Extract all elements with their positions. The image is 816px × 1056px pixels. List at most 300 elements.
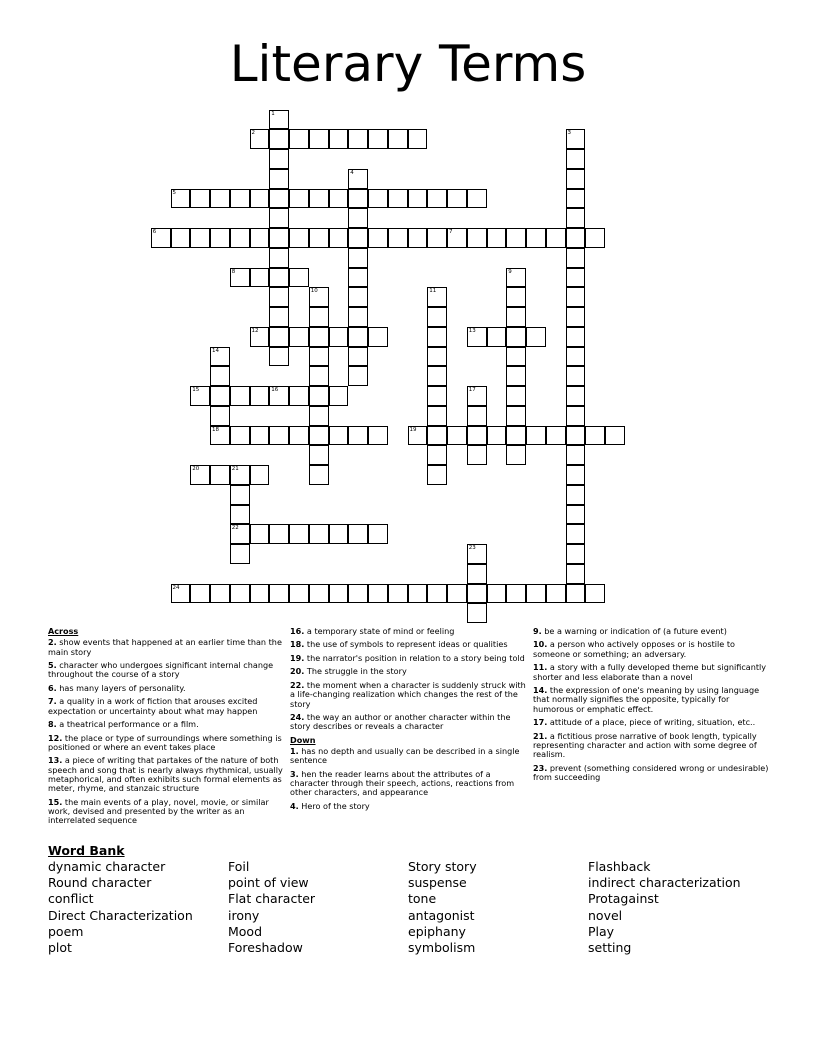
clue (48, 798, 284, 826)
grid-cell[interactable] (190, 465, 210, 485)
word-bank-item: Round character (48, 875, 152, 891)
grid-cell[interactable] (289, 426, 309, 446)
grid-cell[interactable] (447, 584, 467, 604)
clue-text: the place or type of surroundings where something is positioned or where an event takes place (48, 732, 282, 752)
grid-cell[interactable] (566, 307, 586, 327)
grid-cell[interactable] (487, 584, 507, 604)
grid-cell[interactable] (566, 505, 586, 525)
grid-cell[interactable] (190, 228, 210, 248)
grid-cell[interactable] (269, 149, 289, 169)
grid-cell[interactable] (506, 307, 526, 327)
clue-text: be a warning or indication of (a future event) (541, 626, 727, 636)
grid-cell[interactable] (348, 169, 368, 189)
grid-cell[interactable] (348, 287, 368, 307)
clue-number-label: 20. (290, 666, 305, 677)
grid-cell[interactable] (506, 366, 526, 386)
word-bank (48, 843, 778, 956)
grid-cell[interactable] (269, 584, 289, 604)
grid-cell[interactable] (566, 564, 586, 584)
clue-text: the main events of a play, novel, movie, or similar work, devised and presented by the writer as an interrelated sequence (48, 796, 269, 826)
across-clue-list (48, 638, 284, 825)
grid-cell[interactable] (348, 584, 368, 604)
grid-cell[interactable] (467, 228, 487, 248)
grid-cell[interactable] (388, 584, 408, 604)
grid-cell[interactable] (506, 406, 526, 426)
grid-cell[interactable] (467, 406, 487, 426)
clue-number: 1 (271, 110, 275, 117)
word-bank-item: Play (588, 923, 615, 939)
clue (48, 684, 284, 693)
word-bank-item: indirect characterization (588, 875, 741, 891)
grid-cell[interactable] (230, 524, 250, 544)
grid-cell[interactable] (329, 228, 349, 248)
grid-cell[interactable] (368, 426, 388, 446)
word-bank-item: point of view (228, 875, 309, 891)
grid-cell[interactable] (269, 208, 289, 228)
grid-cell[interactable] (467, 445, 487, 465)
clue-number: 20 (192, 466, 200, 472)
grid-cell[interactable] (566, 268, 586, 288)
grid-cell[interactable] (585, 228, 605, 248)
clue (533, 718, 769, 727)
across-clue-list-continued (290, 627, 528, 732)
grid-cell[interactable] (566, 327, 586, 347)
clue (533, 627, 769, 636)
grid-cell[interactable] (408, 189, 428, 209)
grid-cell[interactable] (427, 584, 447, 604)
grid-cell[interactable] (368, 228, 388, 248)
clue-text: a temporary state of mind or feeling (304, 626, 455, 636)
grid-cell[interactable] (250, 129, 270, 149)
grid-cell[interactable] (566, 189, 586, 209)
grid-cell[interactable] (269, 248, 289, 268)
clue-text: the use of symbols to represent ideas or qualities (304, 639, 508, 650)
word-bank-item: Flat character (228, 891, 316, 907)
grid-cell[interactable] (348, 189, 368, 209)
grid-cell[interactable] (269, 287, 289, 307)
word-bank-item: setting (588, 939, 632, 955)
grid-cell[interactable] (566, 208, 586, 228)
grid-cell[interactable] (526, 426, 546, 446)
grid-cell[interactable] (427, 228, 447, 248)
grid-cell[interactable] (269, 524, 289, 544)
clue-number: 18 (212, 426, 219, 433)
grid-cell[interactable] (250, 426, 270, 446)
clue-text: the way an author or another character within the story describes or reveals a character (290, 712, 511, 732)
clue-text: a piece of writing that partakes of the nature of both speech and song that is nearly always rhythmical, usually metaphorical, and often exhibits such formal elements as meter, rhyme, and stanzaic structure (48, 755, 283, 794)
grid-cell[interactable] (467, 386, 487, 406)
clue-number: 9 (508, 268, 512, 275)
grid-cell[interactable] (348, 524, 368, 544)
grid-cell[interactable] (506, 327, 526, 347)
grid-cell[interactable] (309, 228, 329, 248)
grid-cell[interactable] (309, 445, 329, 465)
grid-cell[interactable] (230, 386, 250, 406)
grid-cell[interactable] (566, 169, 586, 189)
grid-cell[interactable] (269, 228, 289, 248)
grid-cell[interactable] (585, 426, 605, 446)
grid-cell[interactable] (309, 189, 329, 209)
clues-column-3 (533, 627, 769, 786)
grid-cell[interactable] (329, 129, 349, 149)
grid-cell[interactable] (171, 584, 191, 604)
clue-number: 21 (231, 466, 239, 472)
clue (48, 734, 284, 753)
clue-number-label: 5. (48, 660, 57, 671)
grid-cell[interactable] (447, 426, 467, 446)
grid-cell[interactable] (546, 228, 566, 248)
grid-cell[interactable] (487, 327, 507, 347)
grid-cell[interactable] (566, 129, 586, 149)
clue-number: 10 (310, 288, 318, 295)
clue (533, 686, 769, 714)
grid-cell[interactable] (408, 426, 428, 446)
grid-cell[interactable] (447, 189, 467, 209)
grid-cell[interactable] (210, 189, 230, 209)
clue-number: 16 (271, 387, 279, 393)
grid-cell[interactable] (566, 149, 586, 169)
clue-number: 23 (468, 545, 476, 551)
grid-cell[interactable] (427, 465, 447, 485)
clue-text: hen the reader learns about the attributes of a character through their speech, actions, reactions from other characters, and appearance (290, 768, 515, 798)
clue-text: Hero of the story (298, 800, 370, 811)
grid-cell[interactable] (230, 505, 250, 525)
clue-text: show events that happened at an earlier time than the main story (48, 637, 282, 657)
grid-cell[interactable] (230, 189, 250, 209)
grid-cell[interactable] (566, 544, 586, 564)
clue (533, 764, 769, 783)
grid-cell[interactable] (506, 287, 526, 307)
clue-number: 12 (251, 327, 259, 334)
word-bank-item: Story story (408, 859, 477, 874)
grid-cell[interactable] (171, 189, 191, 209)
grid-cell[interactable] (348, 208, 368, 228)
grid-cell[interactable] (408, 228, 428, 248)
clue-text: the expression of one's meaning by using language that normally signifies the opposite, typically for humorous or emphatic effect. (533, 685, 760, 714)
word-bank-item: tone (408, 891, 437, 907)
grid-cell[interactable] (309, 287, 329, 307)
clue-number-label: 13. (48, 755, 63, 766)
clue-text: The struggle in the story (304, 666, 407, 677)
clue-number: 22 (231, 525, 239, 532)
grid-cell[interactable] (566, 445, 586, 465)
grid-cell[interactable] (289, 268, 309, 288)
grid-cell[interactable] (427, 406, 447, 426)
grid-cell[interactable] (566, 386, 586, 406)
clue-text: a fictitious prose narrative of book length, typically representing character and action with some degree of realism. (533, 730, 757, 760)
word-bank-item: Mood (228, 923, 263, 939)
clue (48, 638, 284, 657)
grid-cell[interactable] (230, 584, 250, 604)
clue-number-label: 12. (48, 732, 63, 743)
grid-cell[interactable] (467, 603, 487, 623)
grid-cell[interactable] (269, 169, 289, 189)
clue-number-label: 21. (533, 730, 548, 741)
grid-cell[interactable] (171, 228, 191, 248)
word-bank-item: Foil (228, 859, 250, 874)
grid-cell[interactable] (269, 307, 289, 327)
grid-cell[interactable] (269, 110, 289, 130)
grid-cell[interactable] (210, 406, 230, 426)
grid-cell[interactable] (408, 129, 428, 149)
grid-cell[interactable] (210, 366, 230, 386)
grid-cell[interactable] (368, 189, 388, 209)
clue-number-label: 7. (48, 696, 57, 707)
grid-cell[interactable] (210, 426, 230, 446)
grid-cell[interactable] (546, 426, 566, 446)
clue-number-label: 14. (533, 685, 548, 696)
grid-cell[interactable] (348, 347, 368, 367)
grid-cell[interactable] (506, 347, 526, 367)
clue-number: 19 (409, 426, 417, 433)
clue-text: prevent (something considered wrong or undesirable) from succeeding (533, 762, 769, 782)
grid-cell[interactable] (566, 465, 586, 485)
word-bank-list (48, 859, 778, 956)
grid-cell[interactable] (309, 386, 329, 406)
grid-cell[interactable] (348, 307, 368, 327)
grid-cell[interactable] (368, 584, 388, 604)
grid-cell[interactable] (250, 268, 270, 288)
grid-cell[interactable] (526, 228, 546, 248)
grid-cell[interactable] (467, 327, 487, 347)
clue (48, 720, 284, 729)
grid-cell[interactable] (210, 386, 230, 406)
clue-number: 24 (172, 584, 180, 591)
grid-cell[interactable] (210, 228, 230, 248)
grid-cell[interactable] (289, 228, 309, 248)
grid-cell[interactable] (427, 426, 447, 446)
clue-number: 2 (251, 130, 255, 137)
grid-cell[interactable] (210, 465, 230, 485)
grid-cell[interactable] (309, 307, 329, 327)
grid-cell[interactable] (329, 327, 349, 347)
grid-cell[interactable] (190, 584, 210, 604)
grid-cell[interactable] (447, 228, 467, 248)
clue-number-label: 3. (290, 768, 299, 779)
grid-cell[interactable] (190, 386, 210, 406)
grid-cell[interactable] (289, 584, 309, 604)
grid-cell[interactable] (506, 228, 526, 248)
grid-cell[interactable] (230, 426, 250, 446)
grid-cell[interactable] (348, 327, 368, 347)
clue (533, 732, 769, 760)
grid-cell[interactable] (605, 426, 625, 446)
grid-cell[interactable] (566, 287, 586, 307)
grid-cell[interactable] (427, 386, 447, 406)
grid-cell[interactable] (348, 268, 368, 288)
clue-number-label: 24. (290, 712, 305, 723)
grid-cell[interactable] (526, 327, 546, 347)
grid-cell[interactable] (348, 248, 368, 268)
grid-cell[interactable] (269, 327, 289, 347)
grid-cell[interactable] (309, 584, 329, 604)
grid-cell[interactable] (368, 327, 388, 347)
grid-cell[interactable] (309, 406, 329, 426)
grid-cell[interactable] (427, 307, 447, 327)
clue-number: 13 (468, 327, 476, 334)
grid-cell[interactable] (467, 189, 487, 209)
grid-cell[interactable] (289, 189, 309, 209)
grid-cell[interactable] (566, 524, 586, 544)
clue (48, 756, 284, 793)
word-bank-item: dynamic character (48, 859, 166, 874)
grid-cell[interactable] (388, 228, 408, 248)
grid-cell[interactable] (309, 465, 329, 485)
clue-number: 15 (192, 387, 200, 393)
grid-cell[interactable] (467, 584, 487, 604)
grid-cell[interactable] (566, 485, 586, 505)
grid-cell[interactable] (230, 268, 250, 288)
grid-cell[interactable] (566, 406, 586, 426)
grid-cell[interactable] (309, 347, 329, 367)
grid-cell[interactable] (506, 386, 526, 406)
grid-cell[interactable] (309, 129, 329, 149)
grid-cell[interactable] (388, 189, 408, 209)
grid-cell[interactable] (348, 228, 368, 248)
grid-cell[interactable] (269, 189, 289, 209)
down-clue-list-continued (533, 627, 769, 782)
grid-cell[interactable] (427, 347, 447, 367)
down-clue-list (290, 747, 528, 811)
grid-cell[interactable] (269, 129, 289, 149)
grid-cell[interactable] (427, 189, 447, 209)
grid-cell[interactable] (427, 445, 447, 465)
clue-number: 17 (468, 387, 476, 393)
clue-number: 6 (152, 229, 157, 235)
grid-cell[interactable] (230, 544, 250, 564)
clue (533, 640, 769, 659)
grid-cell[interactable] (329, 189, 349, 209)
clue-text: a story with a fully developed theme but significantly shorter and less elaborate than a novel (533, 662, 767, 682)
grid-cell[interactable] (506, 268, 526, 288)
clue-number-label: 4. (290, 800, 299, 811)
page-title: Literary Terms (229, 35, 587, 93)
grid-cell[interactable] (427, 287, 447, 307)
grid-cell[interactable] (348, 129, 368, 149)
grid-cell[interactable] (250, 228, 270, 248)
grid-cell[interactable] (309, 426, 329, 446)
down-heading: Down (290, 734, 316, 745)
clue-text: has many layers of personality. (56, 682, 186, 693)
clue-number-label: 1. (290, 746, 299, 757)
grid-cell[interactable] (210, 584, 230, 604)
grid-cell[interactable] (269, 386, 289, 406)
grid-cell[interactable] (309, 366, 329, 386)
grid-cell[interactable] (408, 584, 428, 604)
grid-cell[interactable] (566, 366, 586, 386)
grid-cell[interactable] (388, 129, 408, 149)
clue-number: 8 (231, 268, 236, 275)
clue-number-label: 10. (533, 639, 548, 650)
clue (48, 661, 284, 680)
grid-cell[interactable] (289, 524, 309, 544)
grid-cell[interactable] (566, 248, 586, 268)
grid-cell[interactable] (250, 189, 270, 209)
word-bank-item: symbolism (408, 939, 476, 955)
clue-text: a person who actively opposes or is hostile to someone or something; an adversary. (533, 639, 735, 659)
grid-cell[interactable] (230, 465, 250, 485)
grid-cell[interactable] (250, 584, 270, 604)
clue (290, 802, 528, 811)
clue (290, 654, 528, 663)
grid-cell[interactable] (348, 426, 368, 446)
grid-cell[interactable] (250, 386, 270, 406)
word-bank-item: irony (228, 907, 260, 923)
grid-cell[interactable] (427, 327, 447, 347)
grid-cell[interactable] (368, 524, 388, 544)
grid-cell[interactable] (289, 129, 309, 149)
grid-cell[interactable] (566, 426, 586, 446)
grid-cell[interactable] (467, 564, 487, 584)
grid-cell[interactable] (230, 485, 250, 505)
word-bank-item: novel (588, 907, 623, 923)
clue-number: 5 (172, 189, 176, 196)
clue-number-label: 15. (48, 796, 63, 807)
grid-cell[interactable] (329, 584, 349, 604)
grid-cell[interactable] (230, 228, 250, 248)
clue-text: character who undergoes significant internal change throughout the course of a story (48, 660, 274, 680)
grid-cell[interactable] (289, 386, 309, 406)
grid-cell[interactable] (487, 426, 507, 446)
grid-cell[interactable] (487, 228, 507, 248)
grid-cell[interactable] (368, 129, 388, 149)
grid-cell[interactable] (467, 426, 487, 446)
grid-cell[interactable] (506, 426, 526, 446)
clues-column-1 (48, 627, 284, 830)
grid-cell[interactable] (348, 366, 368, 386)
grid-cell[interactable] (289, 327, 309, 347)
clues-column-2 (290, 627, 528, 815)
grid-cell[interactable] (566, 347, 586, 367)
grid-cell[interactable] (269, 268, 289, 288)
grid-cell[interactable] (250, 327, 270, 347)
grid-cell[interactable] (329, 524, 349, 544)
grid-cell[interactable] (566, 228, 586, 248)
grid-cell[interactable] (190, 189, 210, 209)
word-bank-item: epiphany (408, 923, 466, 939)
grid-cell[interactable] (269, 426, 289, 446)
clue-number-label: 8. (48, 719, 57, 730)
clue-number-label: 6. (48, 682, 57, 693)
grid-cell[interactable] (467, 544, 487, 564)
grid-cell[interactable] (506, 445, 526, 465)
clue-number-label: 23. (533, 762, 548, 773)
grid-cell[interactable] (151, 228, 171, 248)
grid-cell[interactable] (329, 426, 349, 446)
clue-number-label: 16. (290, 626, 305, 636)
grid-cell[interactable] (427, 366, 447, 386)
clue (290, 667, 528, 676)
word-bank-item: plot (48, 939, 72, 955)
grid-cell[interactable] (585, 584, 605, 604)
grid-cell[interactable] (309, 524, 329, 544)
grid-cell[interactable] (250, 524, 270, 544)
word-bank-item: Flashback (588, 859, 651, 874)
clue-number: 7 (449, 229, 453, 235)
grid-cell[interactable] (329, 386, 349, 406)
grid-cell[interactable] (210, 347, 230, 367)
grid-cell[interactable] (269, 347, 289, 367)
word-bank-item: Direct Characterization (48, 907, 193, 923)
grid-cell[interactable] (250, 465, 270, 485)
grid-cell[interactable] (526, 584, 546, 604)
clue-number-label: 2. (48, 637, 57, 648)
grid-cell[interactable] (566, 584, 586, 604)
grid-cell[interactable] (546, 584, 566, 604)
grid-cell[interactable] (506, 584, 526, 604)
clue-number: 11 (429, 288, 437, 295)
grid-cell[interactable] (309, 327, 329, 347)
